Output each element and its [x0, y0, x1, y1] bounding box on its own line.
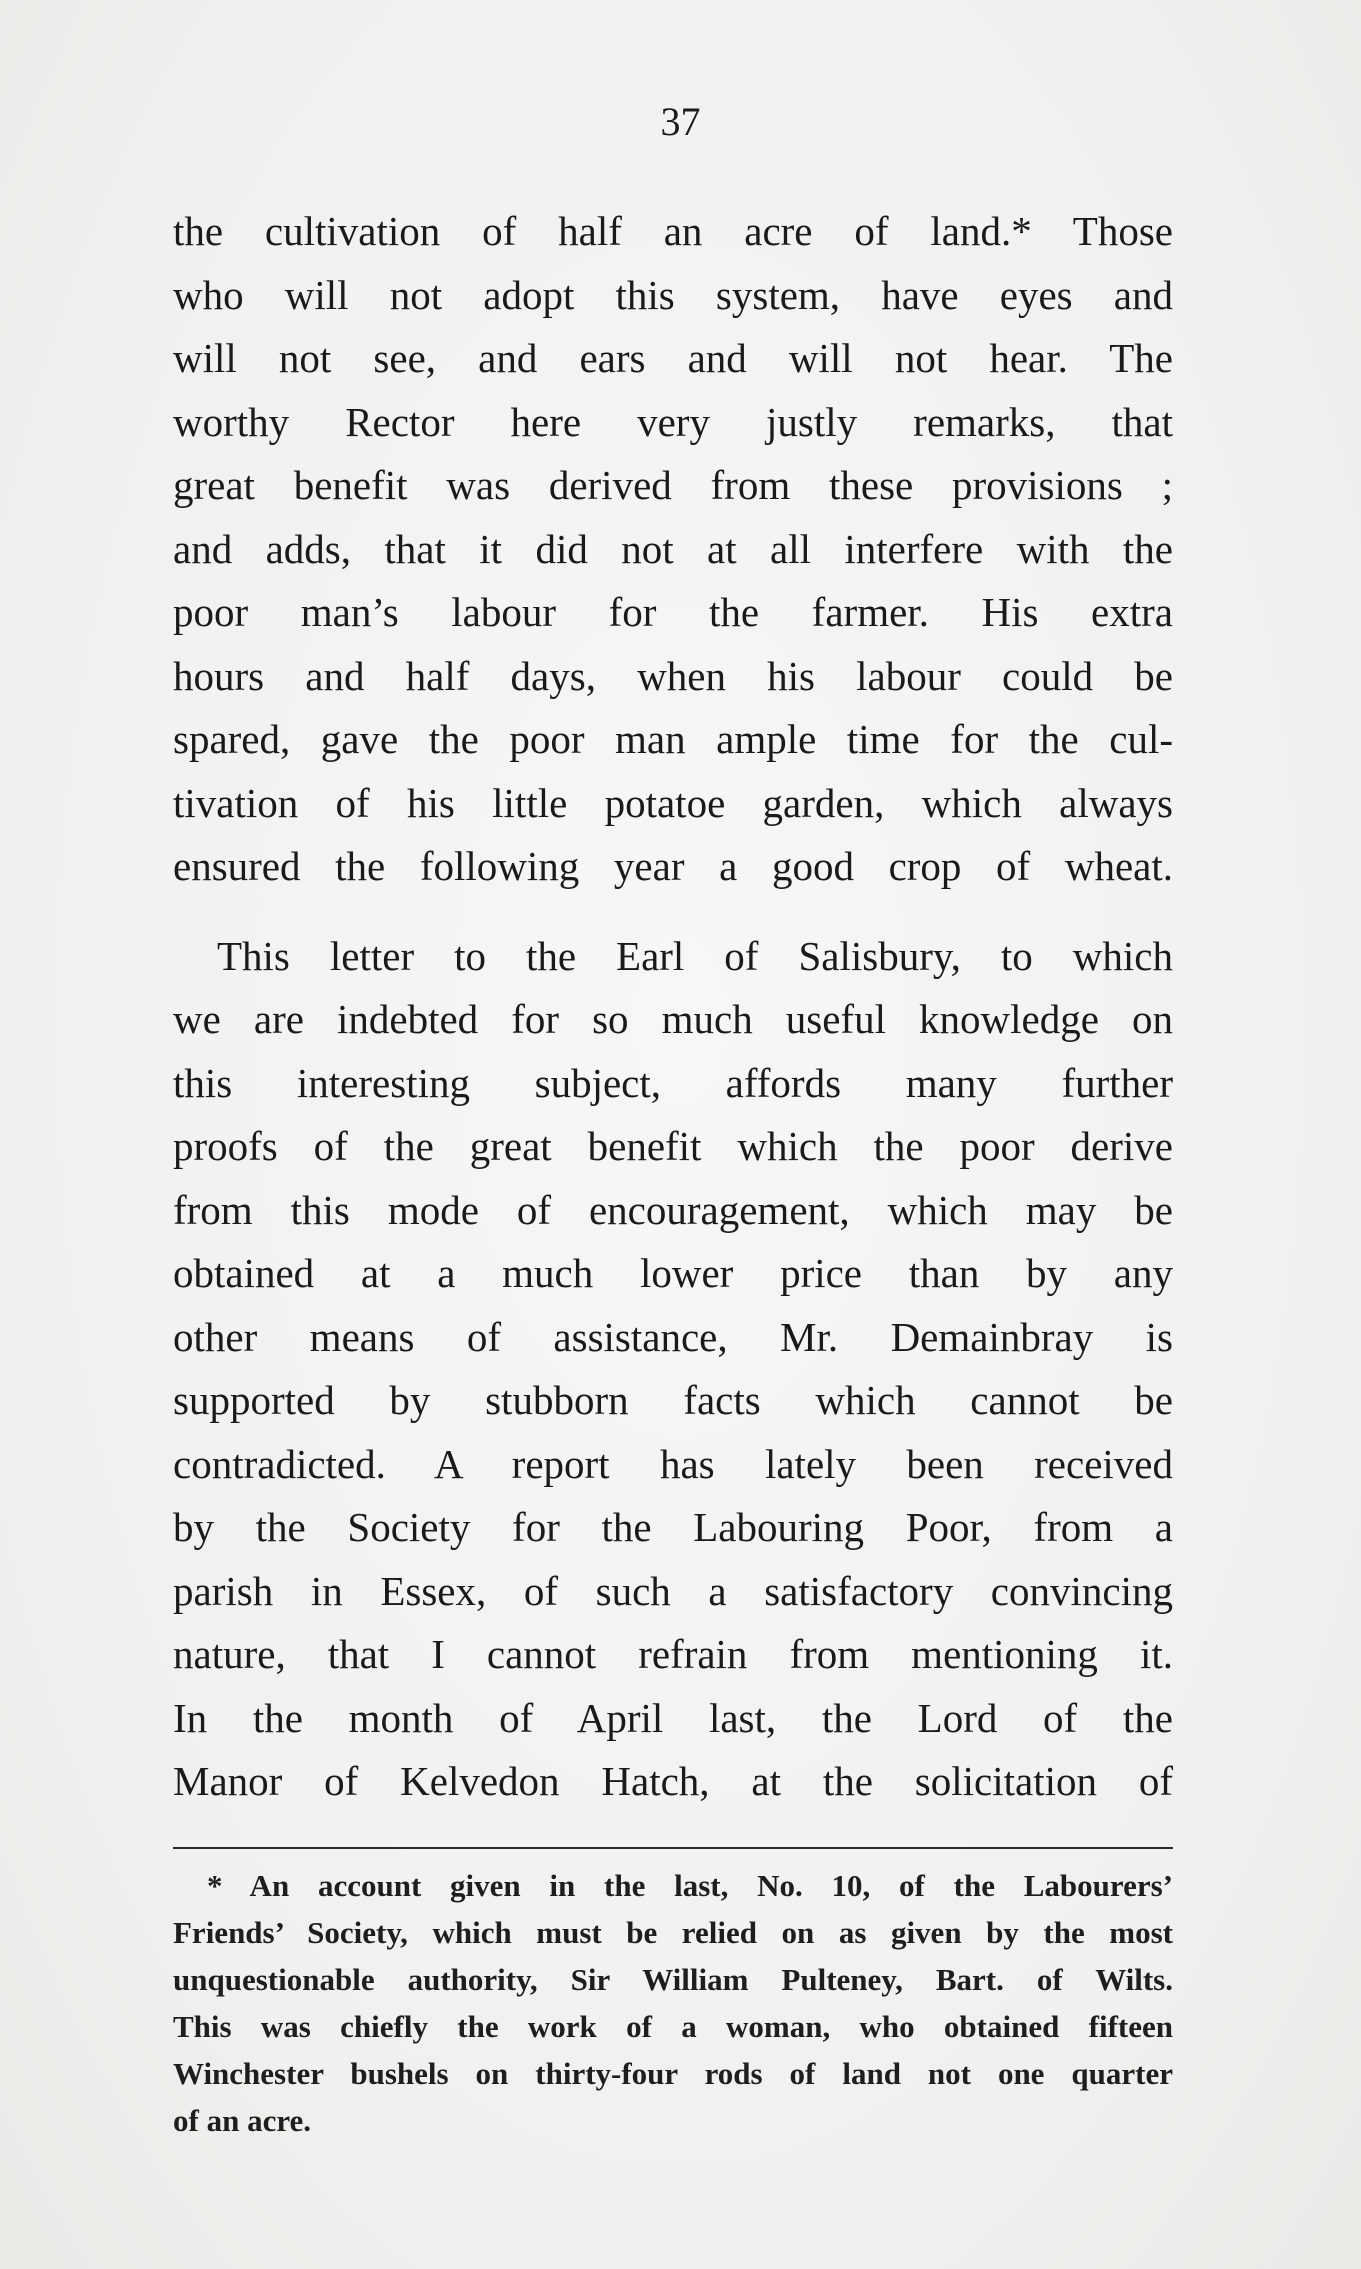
text-line: ensured the following year a good crop of wheat.	[173, 843, 1173, 889]
paragraph-gap	[173, 899, 1173, 925]
footnote-rule	[173, 1847, 1173, 1849]
text-line: parish in Essex, of such a satisfactory convincing	[173, 1567, 1173, 1614]
body-text	[173, 200, 1173, 1814]
text-line: and adds, that it did not at all interfere with the	[173, 525, 1173, 572]
text-line: obtained at a much lower price than by any	[173, 1250, 1173, 1296]
paragraph-2	[173, 925, 1173, 1814]
text-line: Manor of Kelvedon Hatch, at the solicitation of	[173, 1758, 1173, 1804]
footnote-line: of an acre.	[173, 2103, 312, 2138]
page-number: 37	[660, 99, 701, 144]
text-line: who will not adopt this system, have eyes and	[173, 271, 1173, 318]
footnote-line: * An account given in the last, No. 10, of the Labourers’	[207, 1868, 1173, 1903]
text-line: spared, gave the poor man ample time for the cul-	[173, 716, 1173, 762]
footnote-line: Winchester bushels on thirty-four rods of land not one quarter	[173, 2056, 1173, 2091]
text-line: great benefit was derived from these provisions ;	[173, 462, 1173, 508]
text-line: In the month of April last, the Lord of the	[173, 1694, 1173, 1741]
text-line: will not see, and ears and will not hear. The	[173, 335, 1173, 381]
footnote-line: This was chiefly the work of a woman, who obtained fifteen	[173, 2009, 1173, 2044]
text-line: This letter to the Earl of Salisbury, to which	[217, 932, 1173, 979]
text-line: the cultivation of half an acre of land.* Those	[173, 208, 1173, 254]
text-line: nature, that I cannot refrain from mentioning it.	[173, 1631, 1173, 1677]
text-line: we are indebted for so much useful knowledge on	[173, 996, 1173, 1042]
footnote-line: unquestionable authority, Sir William Pulteney, Bart. of Wilts.	[173, 1962, 1173, 1997]
text-line: by the Society for the Labouring Poor, from a	[173, 1504, 1173, 1550]
paragraph-1	[173, 200, 1173, 899]
text-line: contradicted. A report has lately been received	[173, 1440, 1173, 1487]
text-line: poor man’s labour for the farmer. His extra	[173, 589, 1173, 635]
text-line: proofs of the great benefit which the poor derive	[173, 1123, 1173, 1169]
footnote-line: Friends’ Society, which must be relied on as given by the most	[173, 1915, 1173, 1950]
text-line: other means of assistance, Mr. Demainbray is	[173, 1313, 1173, 1360]
text-line: worthy Rector here very justly remarks, that	[173, 398, 1173, 445]
text-line: supported by stubborn facts which cannot be	[173, 1377, 1173, 1423]
footnote	[173, 1862, 1173, 2144]
text-line: this interesting subject, affords many further	[173, 1059, 1173, 1106]
text-line: from this mode of encouragement, which may be	[173, 1186, 1173, 1233]
text-line: hours and half days, when his labour could be	[173, 652, 1173, 699]
text-line: tivation of his little potatoe garden, which always	[173, 779, 1173, 826]
